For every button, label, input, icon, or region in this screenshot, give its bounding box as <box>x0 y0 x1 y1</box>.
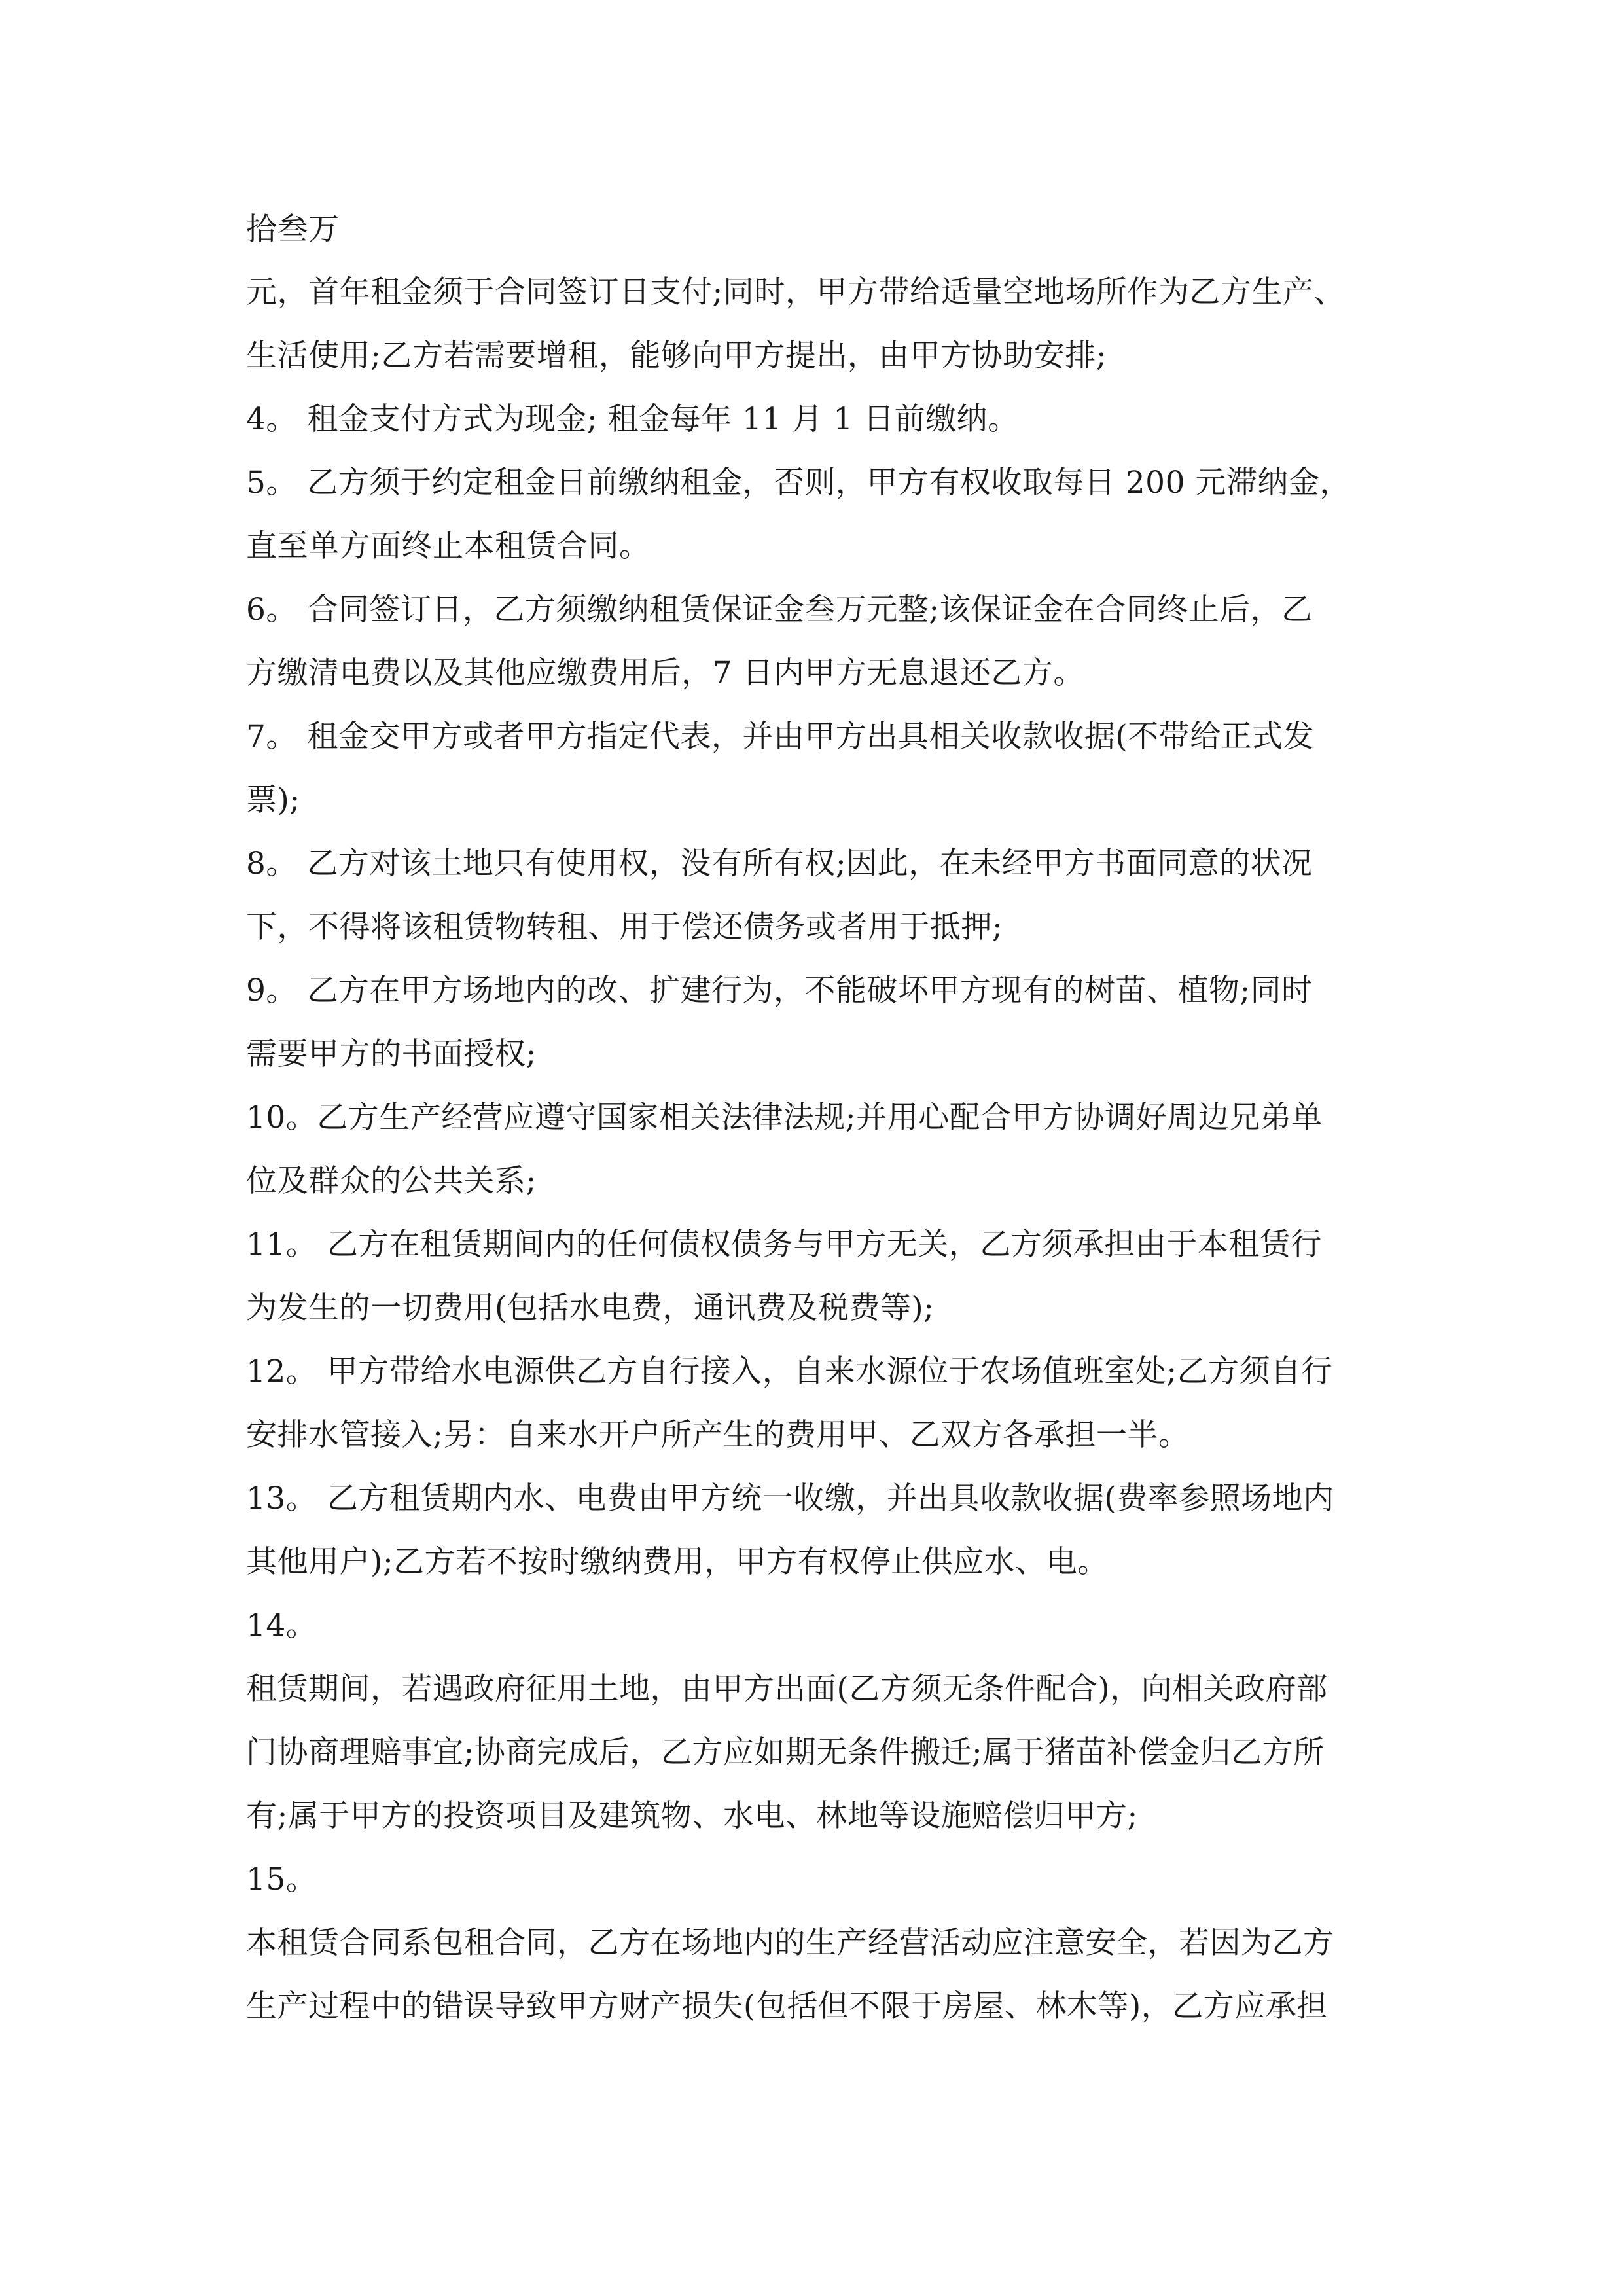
text-line: 11。 乙方在租赁期间内的任何债权债务与甲方无关，乙方须承担由于本租赁行 <box>246 1227 1322 1263</box>
text-line: 票); <box>246 782 300 818</box>
text-line: 有;属于甲方的投资项目及建筑物、水电、林地等设施赔偿归甲方; <box>246 1798 1138 1834</box>
text-line: 直至单方面终止本租赁合同。 <box>246 528 651 564</box>
text-line: 门协商理赔事宜;协商完成后，乙方应如期无条件搬迁;属于猪苗补偿金归乙方所 <box>246 1734 1325 1770</box>
text-line: 生产过程中的错误导致甲方财产损失(包括但不限于房屋、林木等)，乙方应承担 <box>246 1988 1328 2024</box>
text-line: 14。 <box>246 1607 317 1643</box>
text-line: 拾叁万 <box>246 211 340 247</box>
text-line: 9。 乙方在甲方场地内的改、扩建行为，不能破坏甲方现有的树苗、植物;同时 <box>246 973 1313 1009</box>
text-line: 生活使用;乙方若需要增租，能够向甲方提出，由甲方协助安排; <box>246 338 1107 374</box>
text-line: 位及群众的公共关系; <box>246 1163 537 1199</box>
text-line: 租赁期间，若遇政府征用土地，由甲方出面(乙方须无条件配合)，向相关政府部 <box>246 1671 1328 1707</box>
text-line: 安排水管接入;另：自来水开户所产生的费用甲、乙双方各承担一半。 <box>246 1417 1190 1453</box>
text-line: 6。 合同签订日，乙方须缴纳租赁保证金叁万元整;该保证金在合同终止后，乙 <box>246 592 1313 628</box>
text-line: 元，首年租金须于合同签订日支付;同时，甲方带给适量空地场所作为乙方生产、 <box>246 274 1345 310</box>
text-line: 下，不得将该租赁物转租、用于偿还债务或者用于抵押; <box>246 909 1003 945</box>
text-line: 其他用户);乙方若不按时缴纳费用，甲方有权停止供应水、电。 <box>246 1544 1109 1580</box>
text-line: 8。 乙方对该土地只有使用权，没有所有权;因此，在未经甲方书面同意的状况 <box>246 846 1313 882</box>
text-line: 4。 租金支付方式为现金; 租金每年 11 月 1 日前缴纳。 <box>246 401 1019 437</box>
text-line: 10。乙方生产经营应遵守国家相关法律法规;并用心配合甲方协调好周边兄弟单 <box>246 1100 1323 1136</box>
text-line: 7。 租金交甲方或者甲方指定代表，并由甲方出具相关收款收据(不带给正式发 <box>246 719 1315 755</box>
text-line: 5。 乙方须于约定租金日前缴纳租金，否则，甲方有权收取每日 200 元滞纳金， <box>246 465 1351 501</box>
text-line: 12。 甲方带给水电源供乙方自行接入，自来水源位于农场值班室处;乙方须自行 <box>246 1354 1333 1390</box>
text-line: 本租赁合同系包租合同，乙方在场地内的生产经营活动应注意安全，若因为乙方 <box>246 1925 1334 1961</box>
text-line: 为发生的一切费用(包括水电费，通讯费及税费等); <box>246 1290 935 1326</box>
text-line: 需要甲方的书面授权; <box>246 1036 537 1072</box>
text-line: 13。 乙方租赁期内水、电费由甲方统一收缴，并出具收款收据(费率参照场地内 <box>246 1480 1334 1516</box>
text-line: 15。 <box>246 1861 317 1897</box>
text-line: 方缴清电费以及其他应缴费用后，7 日内甲方无息退还乙方。 <box>246 655 1084 691</box>
